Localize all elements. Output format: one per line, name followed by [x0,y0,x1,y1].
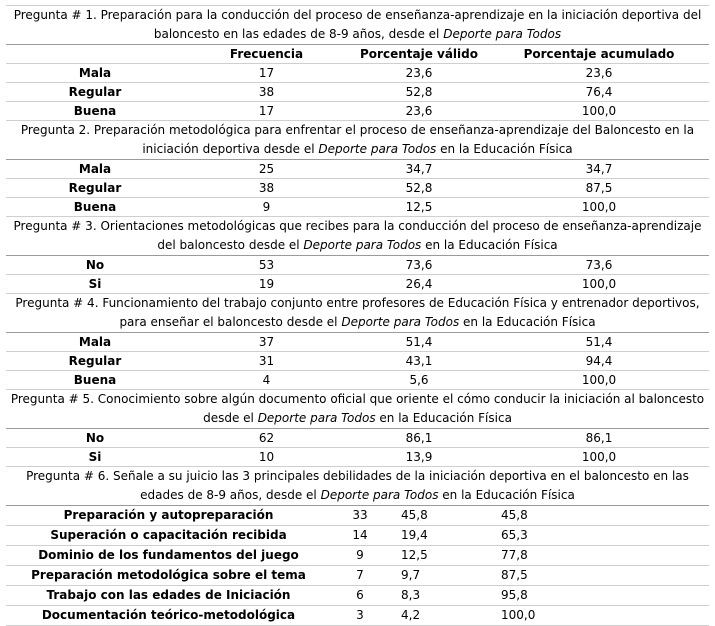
table-row [6,64,709,83]
frequency-value: 38 [184,83,349,102]
frequency-value: 38 [184,179,349,198]
question-title-text: Pregunta 2. Preparación metodológica para enfrentar el proceso de enseñanza-aprendizaje del Baloncesto en la iniciación deportiva desde el [20,123,695,156]
question-title-text: Pregunta # 3. Orientaciones metodológicas que recibes para la conducción del proceso de enseñanza-aprendizaje del baloncesto desde el [13,219,702,252]
cumulative-percent-value: 34,7 [489,160,709,179]
question-title [6,6,709,45]
category-label: No [6,256,184,275]
weakness-label: Preparación metodológica sobre el tema [6,566,331,586]
valid-percent-value: 12,5 [389,546,489,566]
question-title-text: Pregunta # 1. Preparación para la conducción del proceso de enseñanza-aprendizaje en la iniciación deportiva del baloncesto en las edades de 8-9 años, desde el [13,8,702,41]
cumulative-percent-value: 100,0 [489,198,709,217]
valid-percent-value: 4,2 [389,606,489,626]
question-title-suffix: en la Educación Física [421,238,558,252]
frequency-value: 62 [184,429,349,448]
frequency-value: 25 [184,160,349,179]
cumulative-percent-value: 86,1 [489,429,709,448]
weakness-label: Dominio de los fundamentos del juego [6,546,331,566]
weakness-label: Trabajo con las edades de Iniciación [6,586,331,606]
frequency-value: 17 [184,102,349,121]
question-title-emphasis: Deporte para Todos [341,315,460,329]
category-label: Buena [6,102,184,121]
frequency-value: 14 [331,526,389,546]
question-4-title-row [6,294,709,333]
cumulative-percent-value: 100,0 [489,371,709,390]
valid-percent-value: 13,9 [349,448,489,467]
weakness-label: Superación o capacitación recibida [6,526,331,546]
table-row [6,179,709,198]
category-label: Mala [6,160,184,179]
question-5-title-row [6,390,709,429]
frequency-value: 9 [184,198,349,217]
weakness-label: Preparación y autopreparación [6,506,331,526]
table-row [6,83,709,102]
empty-cell [629,606,709,626]
frequency-value: 7 [331,566,389,586]
valid-percent-value: 45,8 [389,506,489,526]
table-row [6,526,709,546]
question-title-suffix: en la Educación Física [438,488,575,502]
header-blank [6,45,184,64]
table-body [6,0,709,626]
cumulative-percent-value: 94,4 [489,352,709,371]
table-row [6,371,709,390]
cumulative-percent-value: 65,3 [489,526,629,546]
frequency-value: 4 [184,371,349,390]
cumulative-percent-value: 73,6 [489,256,709,275]
valid-percent-value: 52,8 [349,179,489,198]
cumulative-percent-value: 51,4 [489,333,709,352]
header-porcentaje-acumulado: Porcentaje acumulado [489,45,709,64]
empty-cell [629,546,709,566]
category-label: Buena [6,198,184,217]
cumulative-percent-value: 100,0 [489,102,709,121]
question-title-suffix: en la Educación Física [459,315,596,329]
table-row [6,198,709,217]
frequency-value: 33 [331,506,389,526]
question-title [6,121,709,160]
empty-cell [629,526,709,546]
table-row [6,256,709,275]
valid-percent-value: 52,8 [349,83,489,102]
cumulative-percent-value: 45,8 [489,506,629,526]
question-title [6,294,709,333]
question-3-title-row [6,217,709,256]
category-label: Regular [6,179,184,198]
question-2-title-row [6,121,709,160]
frequency-value: 31 [184,352,349,371]
valid-percent-value: 23,6 [349,102,489,121]
valid-percent-value: 51,4 [349,333,489,352]
question-title [6,467,709,506]
table-row [6,566,709,586]
category-label: Regular [6,352,184,371]
category-label: Regular [6,83,184,102]
cumulative-percent-value: 95,8 [489,586,629,606]
valid-percent-value: 8,3 [389,586,489,606]
table-row [6,586,709,606]
cumulative-percent-value: 100,0 [489,606,629,626]
column-header-row [6,45,709,64]
cumulative-percent-value: 23,6 [489,64,709,83]
cumulative-percent-value: 77,8 [489,546,629,566]
valid-percent-value: 9,7 [389,566,489,586]
frequency-value: 17 [184,64,349,83]
header-frecuencia: Frecuencia [184,45,349,64]
frequency-value: 37 [184,333,349,352]
category-label: Mala [6,64,184,83]
frequency-value: 9 [331,546,389,566]
category-label: Mala [6,333,184,352]
cumulative-percent-value: 87,5 [489,566,629,586]
frequency-value: 10 [184,448,349,467]
valid-percent-value: 12,5 [349,198,489,217]
table-row [6,606,709,626]
table-row [6,352,709,371]
valid-percent-value: 43,1 [349,352,489,371]
question-title [6,217,709,256]
question-title-suffix: en la Educación Física [375,411,512,425]
cumulative-percent-value: 100,0 [489,448,709,467]
question-title-text: Pregunta # 6. Señale a su juicio las 3 principales debilidades de la iniciación deportiva en el baloncesto en las edades de 8-9 años, desde el [26,469,689,502]
valid-percent-value: 73,6 [349,256,489,275]
frequency-value: 6 [331,586,389,606]
table-row [6,160,709,179]
question-title-emphasis: Deporte para Todos [303,238,422,252]
question-1-title-row [6,6,709,45]
survey-results-table [6,0,709,626]
table-row [6,275,709,294]
question-title-emphasis: Deporte para Todos [257,411,376,425]
question-title-emphasis: Deporte para Todos [443,27,562,41]
cumulative-percent-value: 87,5 [489,179,709,198]
valid-percent-value: 26,4 [349,275,489,294]
empty-cell [629,586,709,606]
valid-percent-value: 86,1 [349,429,489,448]
frequency-value: 19 [184,275,349,294]
cumulative-percent-value: 100,0 [489,275,709,294]
question-title-text: Pregunta # 4. Funcionamiento del trabajo conjunto entre profesores de Educación Física y entrenador deportivos, para enseñar el baloncesto desde el [15,296,700,329]
valid-percent-value: 34,7 [349,160,489,179]
table-row [6,506,709,526]
valid-percent-value: 19,4 [389,526,489,546]
category-label: Buena [6,371,184,390]
question-6-title-row [6,467,709,506]
table-row [6,448,709,467]
category-label: Si [6,275,184,294]
frequency-value: 3 [331,606,389,626]
empty-cell [629,506,709,526]
empty-cell [629,566,709,586]
question-title-suffix: en la Educación Física [436,142,573,156]
table-row [6,102,709,121]
valid-percent-value: 5,6 [349,371,489,390]
question-title-emphasis: Deporte para Todos [318,142,437,156]
question-title-text: Pregunta # 5. Conocimiento sobre algún documento oficial que oriente el cómo conducir la iniciación al baloncesto desde el [10,392,705,425]
question-title-emphasis: Deporte para Todos [320,488,439,502]
category-label: No [6,429,184,448]
table-row [6,333,709,352]
weakness-label: Documentación teórico-metodológica [6,606,331,626]
valid-percent-value: 23,6 [349,64,489,83]
frequency-value: 53 [184,256,349,275]
table-row [6,546,709,566]
table-row [6,429,709,448]
category-label: Si [6,448,184,467]
header-porcentaje-valido: Porcentaje válido [349,45,489,64]
question-title [6,390,709,429]
cumulative-percent-value: 76,4 [489,83,709,102]
